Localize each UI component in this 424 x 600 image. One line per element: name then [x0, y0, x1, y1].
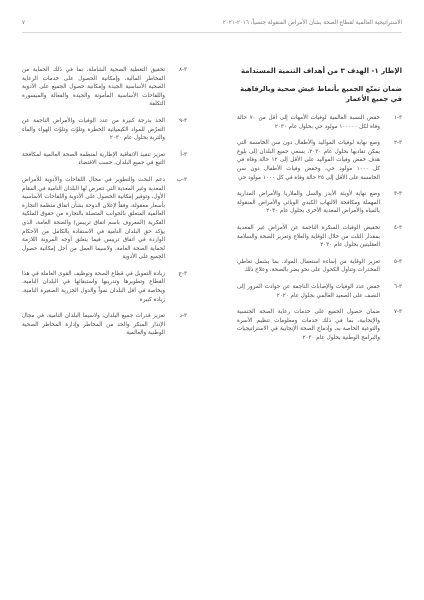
target-item	[22, 312, 187, 338]
running-title: الاستراتيجية العالمية لقطاع الصحة بشأن الأمراض المنقولة جنسياً، ٢٠١٦-٢٠٢١	[222, 20, 402, 26]
target-text: تخفيض الوفيات المبكرة الناجمة عن الأمراض غير المعدية بمقدار الثلث من خلال الوقاية والعلاج وتعزيز الصحة والسلامة العقليتين بحلول عام ٢٠٣٠	[237, 224, 380, 249]
right-column	[237, 66, 402, 350]
target-text: زيادة التمويل في قطاع الصحة وتوظيف القوى العاملة في هذا القطاع وتطويرها وتدريبها واستبقائها في البلدان النامية، وبخاصة في أقل البلدان نمواً والدول الجزرية الصغيرة النامية، زيادة كبيرة	[22, 270, 165, 303]
target-text: وضع نهاية لأوبئة الأيدز والسل والملاريا والأمراض المدارية المهملة ومكافحة الالتهاب الكبدي الوبائي والأمراض المنقولة بالمياه والأمراض المعدية الأخرى بحلول عام ٢٠٣٠	[237, 191, 380, 215]
page-header	[22, 16, 402, 30]
goal-statement: ضمان تمتّع الجميع بأنماط عيش صحية وبالرفاهية في جميع الأعمار	[240, 85, 402, 103]
target-number: ٣-أ	[180, 151, 187, 158]
target-item	[237, 224, 402, 250]
target-text: تعزيز تنفيذ الاتفاقية الإطارية لمنظمة الصحة العالمية لمكافحة التبغ في جميع البلدان، حسب الاقتضاء	[22, 151, 165, 167]
target-item	[237, 139, 402, 182]
target-list-left	[22, 66, 187, 338]
target-list-right	[237, 114, 402, 342]
target-text: تحقيق التغطية الصحية الشاملة، بما في ذلك الحماية من المخاطر المالية، وإمكانية الحصول على خدمات الرعاية الصحية الأساسية الجيدة وإمكانية حصول الجميع على الأدوية واللقاحات الأساسية المأمونة والجيدة والفعالة والميسورة التكلفة	[22, 67, 165, 108]
target-text: ضمان حصول الجميع على خدمات رعاية الصحة الجنسية والإنجابية، بما في ذلك خدمات ومعلومات تنظيم الأسرة والتوعية الخاصة به، وإدماج الصحة الإنجابية في الاستراتيجيات والبرامج الوطنية بحلول عام ٢٠٣٠	[237, 309, 380, 341]
target-item	[22, 270, 187, 304]
target-number: ٣-٤	[393, 224, 402, 231]
target-item	[237, 114, 402, 131]
left-column	[22, 66, 187, 346]
target-text: تعزيز الوقاية من إساءة استعمال المواد، بما يشمل تعاطي المخدرات وتناول الكحول على نحو يضر بالصحة، وعلاج ذلك	[237, 258, 380, 274]
box-title: الإطار ١- الهدف ٣ من أهداف التنمية المستدامة	[241, 67, 402, 75]
target-item	[22, 151, 187, 168]
target-item	[237, 190, 402, 216]
target-item	[22, 117, 187, 143]
target-number: ٣-٢	[393, 140, 402, 147]
target-number: ٣-١	[393, 115, 402, 121]
target-number: ٣-٩	[178, 117, 187, 124]
target-text: خفض النسبة العالمية لوفيات الأمهات إلى أقل من ٧٠ حالة وفاة لكل ١٠٠٠٠٠ مولود حي بحلول عام ٢٠٣٠	[237, 115, 380, 130]
target-item	[22, 66, 187, 109]
target-text: دعم البحث والتطوير في مجال اللقاحات والأدوية للأمراض المعدية وغير المعدية التي تتعرض لها البلدان النامية في المقام الأول، وتوفير إمكانية الحصول على الأدوية واللقاحات الأساسية بأسعار معقولة، وفقاً لإعلان الدوحة بشأن اتفاق منظمة التجارة العالمية المتعلق بالجوانب المتصلة بالتجارة من حقوق الملكية الفكرية (المعروف باسم اتفاق تريبس) والصحة العامة، الذي يؤكد حق البلدان النامية في الاستفادة بالكامل من الأحكام الواردة في اتفاق تريبس فيما يتعلق أوجه المرونة اللازمة لحماية الصحة العامة، ولاسيما العمل من أجل إمكانية حصول الجميع على الأدوية	[22, 176, 165, 261]
page-number: ٧	[22, 20, 26, 26]
target-number: ٣-٣	[393, 191, 402, 198]
target-text: خفض عدد الوفيات والإصابات الناجمة عن حوادث المرور إلى النصف على الصعيد العالمي بحلول عام ٢٠٢٠	[237, 283, 380, 299]
target-number: ٣-٧	[393, 309, 402, 316]
header-divider	[22, 32, 402, 33]
target-number: ٣-ب	[176, 176, 187, 183]
target-item	[237, 283, 402, 300]
target-number: ٣-٦	[393, 283, 402, 290]
target-number: ٣-٨	[178, 67, 187, 73]
target-item	[22, 176, 187, 262]
target-text: وضع نهاية لوفيات المواليد والأطفال دون سن الخامسة التي يمكن تفاديها بحلول عام ٢٠٣٠، بسعي جميع البلدان إلى بلوغ هدف خفض وفيات المواليد على الأقل إلى ١٢ حالة وفاة في كل ١٠٠٠ مولود حي، وخفض وفيات الأطفال دون سن الخامسة على الأقل إلى ٢٥ حالة وفاة في كل ١٠٠٠ مولود حي	[237, 140, 381, 181]
target-item	[237, 308, 402, 342]
target-text: الحد بدرجة كبيرة من عدد الوفيات والأمراض الناجمة عن التعرّض للمواد الكيميائية الخطرة وتلوّث وتلوّث الهواء والماء والتربة بحلول عام ٢٠٣٠	[22, 117, 165, 142]
target-number: ٣-د	[179, 313, 187, 320]
target-item	[237, 258, 402, 275]
target-text: تعزيز قدرات جميع البلدان، ولاسيما البلدان النامية، في مجال الإنذار المبكر والحد من المخاطر وإدارة المخاطر الصحية الوطنية والعالمية	[22, 313, 165, 337]
target-number: ٣-٥	[393, 258, 402, 265]
target-number: ٣-ج	[178, 270, 187, 277]
